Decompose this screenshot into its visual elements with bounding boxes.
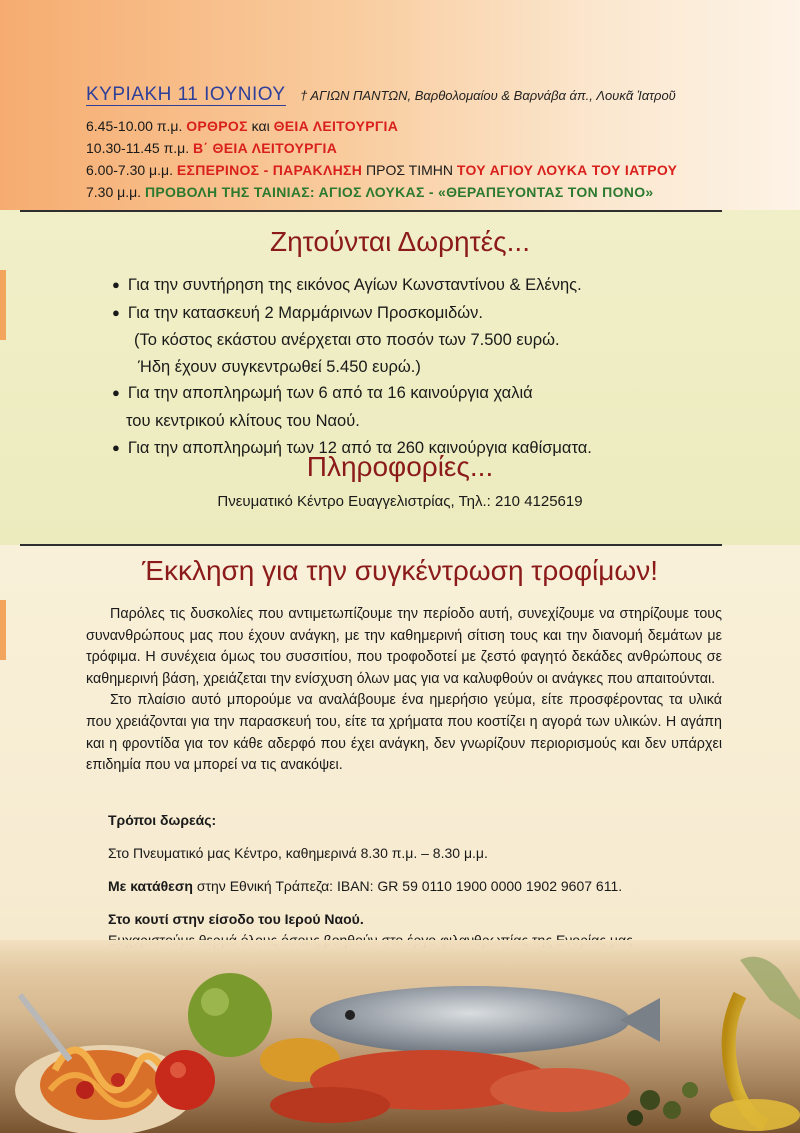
way-label: Με κατάθεση [108,878,193,894]
list-item-note: του κεντρικού κλίτους του Ναού. [126,411,360,430]
info-title: Πληροφορίες... [306,451,494,482]
appeal-body [86,604,722,777]
appeal-paragraph: Παρόλες τις δυσκολίες που αντιμετωπίζουμε την περίοδο αυτή, συνεχίζουμε να στηρίζουμε τους συνανθρώπους μας που έχουν ανάγκη, με την καθημερινή σίτιση τους και την διανομή δεμάτων με τρόφιμα. Η συνέχεια όμως του συσσιτίου, που τροφοδοτεί με ζεστό φαγητό δεκάδες ανθρώπους σε καθημερινή βάση, χρειάζεται την ενίσχυση όλων μας για να καλυφθούν οι ανάγκες που απαιτούνται. [86,606,722,687]
appeal-paragraph: Στο πλαίσιο αυτό μπορούμε να αναλάβουμε ένα ημερήσιο γεύμα, είτε προσφέροντας τα υλικά που χρειάζονται για την παρασκευή του, είτε τα χρήματα που κοστίζει η αγορά των υλικών. Η αγάπη και η φροντίδα για τον κάθε αδερφό που έχει ανάγκη, δεν γνωρίζουν περιορισμούς και δεν υπάρχει επιδημία που να μπορεί να τις ανακόψει. [86,692,722,774]
list-item: ● Για την κατασκευή 2 Μαρμάρινων Προσκομιδών. [112,300,592,328]
day-title: ΚΥΡΙΑΚΗ 11 ΙΟΥΝΙΟΥ [86,84,286,105]
way-detail: στην Εθνική Τράπεζα: IBAN: GR 59 0110 1900 0000 1902 9607 611. [192,878,623,894]
service-name: Β΄ ΘΕΙΑ ΛΕΙΤΟΥΡΓΙΑ [192,140,338,156]
service-join: και [251,118,270,134]
schedule-time: 6.00-7.30 μ.μ. [86,162,173,178]
way-item [108,876,637,897]
list-item-note: (Το κόστος εκάστου ανέρχεται στο ποσόν των 7.500 ευρώ. [134,331,560,350]
donors-list [112,272,592,462]
donors-title: Ζητούνται Δωρητές... [270,226,530,257]
food-photo [0,940,800,1133]
service-name: ΤΟΥ ΑΓΙΟΥ ΛΟΥΚΑ ΤΟΥ ΙΑΤΡΟΥ [456,162,678,178]
ways-title: Τρόποι δωρεάς: [108,812,217,828]
service-name: ΕΣΠΕΡΙΝΟΣ - ΠΑΡΑΚΛΗΣΗ [176,162,363,178]
way-item: Στο Πνευματικό μας Κέντρο, καθημερινά 8.30 π.μ. – 8.30 μ.μ. [108,845,488,861]
schedule-time: 7.30 μ.μ. [86,184,142,200]
list-item: ● Για την συντήρηση της εικόνος Αγίων Κωνσταντίνου & Ελένης. [112,272,592,300]
service-name: ΘΕΙΑ ΛΕΙΤΟΥΡΓΙΑ [273,118,399,134]
schedule-time: 6.45-10.00 π.μ. [86,118,183,134]
film-screening: ΠΡΟΒΟΛΗ ΤΗΣ ΤΑΙΝΙΑΣ: ΑΓΙΟΣ ΛΟΥΚΑΣ - «ΘΕΡΑΠΕΥΟΝΤΑΣ ΤΟΝ ΠΟΝΟ» [144,184,654,200]
service-join: ΠΡΟΣ ΤΙΜΗΝ [366,162,453,178]
way-item: Στο κουτί στην είσοδο του Ιερού Ναού. [108,911,364,927]
left-accent-strip [0,270,6,340]
list-item: ● Για την αποπληρωμή των 12 από τα 260 καινούργια καθίσματα. [112,435,592,463]
schedule-header [86,84,676,106]
list-item-note: Ήδη έχουν συγκεντρωθεί 5.450 ευρώ.) [138,357,421,376]
info-contact: Πνευματικό Κέντρο Ευαγγελιστρίας, Τηλ.: 210 4125619 [217,493,583,510]
left-accent-strip [0,600,6,660]
schedule-list [86,115,677,203]
divider [20,544,722,546]
donation-ways [108,810,637,951]
schedule-row [86,181,677,203]
schedule-time: 10.30-11.45 π.μ. [86,140,190,156]
divider [20,210,722,212]
service-name: ΟΡΘΡΟΣ [186,118,248,134]
list-item: ● Για την αποπληρωμή των 6 από τα 16 καινούργια χαλιά [112,380,592,408]
schedule-row [86,159,677,181]
schedule-row [86,115,677,137]
schedule-row [86,137,677,159]
appeal-title: Έκκληση για την συγκέντρωση τροφίμων! [141,555,659,586]
feast-description: † ΑΓΙΩΝ ΠΑΝΤΩΝ, Βαρθολομαίου & Βαρνάβα άπ., Λουκᾶ Ἰατροῦ [300,88,676,103]
